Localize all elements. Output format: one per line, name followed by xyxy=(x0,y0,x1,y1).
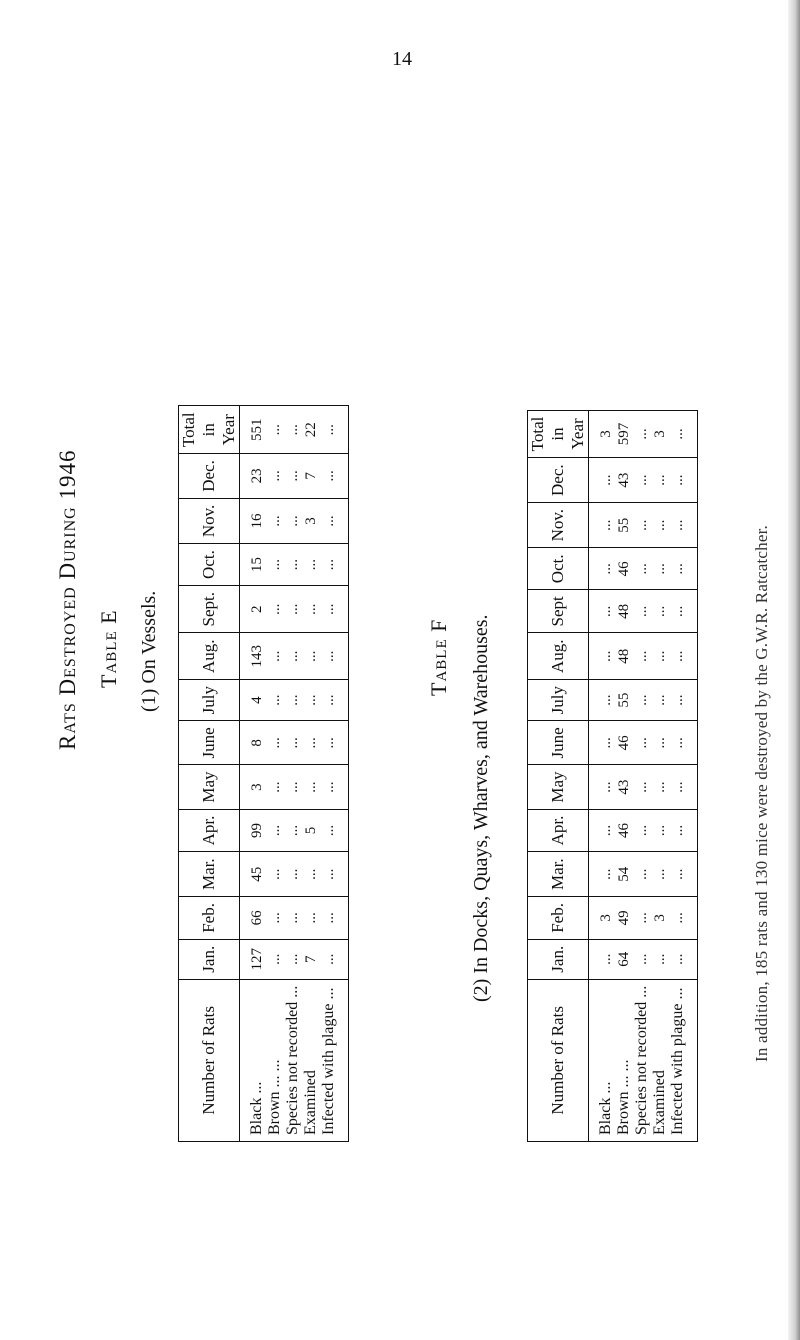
column-header: July xyxy=(179,679,240,720)
table-cell: ... xyxy=(633,458,651,503)
table-cell: 48 xyxy=(615,633,633,680)
row-label-text: Species not recorded xyxy=(284,1001,301,1135)
row-label xyxy=(589,979,616,1141)
table-cell: ... xyxy=(633,633,651,680)
table-cell: ... xyxy=(589,765,616,809)
table-cell: ... xyxy=(669,679,697,720)
table-cell: ... xyxy=(284,406,302,454)
row-label-text: Infected with plague xyxy=(669,1003,686,1135)
table-cell: ... xyxy=(633,410,651,458)
row-label xyxy=(320,979,348,1141)
column-header: Total in Year xyxy=(179,406,240,454)
table-cell: ... xyxy=(320,406,348,454)
table-cell: ... xyxy=(266,585,284,632)
row-label xyxy=(302,979,320,1141)
column-header: Feb. xyxy=(528,897,589,940)
column-header: Jan. xyxy=(528,939,589,979)
table-cell: ... xyxy=(320,939,348,979)
table-cell: 48 xyxy=(615,590,633,633)
table-cell: 54 xyxy=(615,852,633,897)
table-f-subtitle-block xyxy=(470,614,493,1002)
title-block xyxy=(55,450,81,750)
table-row xyxy=(615,410,633,1141)
table-cell: 597 xyxy=(615,410,633,458)
table-cell: ... xyxy=(633,852,651,897)
table-f-label: Table F xyxy=(426,618,451,696)
table-cell: ... xyxy=(284,544,302,586)
table-cell: ... xyxy=(669,897,697,940)
table-cell: ... xyxy=(266,406,284,454)
footnote-block xyxy=(752,525,772,1062)
table-cell: 23 xyxy=(240,454,267,499)
column-header: Aug. xyxy=(179,633,240,680)
table-cell: ... xyxy=(651,765,669,809)
table-cell: ... xyxy=(633,679,651,720)
column-header: Sept xyxy=(528,590,589,633)
table-cell: 7 xyxy=(302,454,320,499)
row-label xyxy=(284,979,302,1141)
row-label xyxy=(633,979,651,1141)
table-cell: ... xyxy=(320,897,348,940)
table-cell: ... xyxy=(589,721,616,765)
table-cell: 127 xyxy=(240,939,267,979)
table-cell: ... xyxy=(633,939,651,979)
table-row xyxy=(651,410,669,1141)
table-cell: ... xyxy=(589,590,616,633)
table-cell: ... xyxy=(320,765,348,809)
table-e-label-block xyxy=(96,609,122,688)
table-f-subtitle: (2) In Docks, Quays, Wharves, and Warehouses. xyxy=(470,614,492,1002)
table-cell: ... xyxy=(633,548,651,590)
table-cell: ... xyxy=(589,679,616,720)
row-label-text: Black xyxy=(248,1097,265,1135)
table-cell: ... xyxy=(284,897,302,940)
table-cell: ... xyxy=(669,939,697,979)
table-cell: ... xyxy=(302,544,320,586)
table-cell: 3 xyxy=(302,498,320,543)
table-cell: 99 xyxy=(240,809,267,852)
table-cell: ... xyxy=(320,544,348,586)
table-cell: ... xyxy=(633,765,651,809)
row-label xyxy=(669,979,697,1141)
row-label-text: Examined xyxy=(302,1070,319,1135)
table-cell: 64 xyxy=(615,939,633,979)
table-cell: 3 xyxy=(651,897,669,940)
table-cell: ... xyxy=(320,585,348,632)
table-cell: ... xyxy=(302,633,320,680)
column-header: Dec. xyxy=(528,458,589,503)
column-header: Dec. xyxy=(179,454,240,499)
column-header: Apr. xyxy=(528,809,589,852)
table-cell: ... xyxy=(633,809,651,852)
row-label xyxy=(266,979,284,1141)
table-cell: ... xyxy=(320,852,348,897)
table-cell: ... xyxy=(302,679,320,720)
row-label-dots: ... xyxy=(669,987,686,1000)
row-label-dots: ... xyxy=(284,985,301,998)
table-f-header-row xyxy=(528,410,589,1141)
column-header: Aug. xyxy=(528,633,589,680)
table-cell: ... xyxy=(651,852,669,897)
table-cell: 55 xyxy=(615,502,633,547)
table-cell: 5 xyxy=(302,809,320,852)
row-label-text: Species not recorded xyxy=(633,1001,650,1135)
table-cell: ... xyxy=(284,721,302,765)
table-cell: ... xyxy=(284,765,302,809)
table-cell: ... xyxy=(266,897,284,940)
table-cell: ... xyxy=(669,633,697,680)
table-cell: ... xyxy=(266,721,284,765)
table-cell: 143 xyxy=(240,633,267,680)
column-header: Mar. xyxy=(179,852,240,897)
table-cell: 43 xyxy=(615,765,633,809)
table-cell: 45 xyxy=(240,852,267,897)
table-cell: ... xyxy=(651,809,669,852)
table-cell: 49 xyxy=(615,897,633,940)
table-cell: ... xyxy=(669,590,697,633)
column-header: Oct. xyxy=(179,544,240,586)
table-cell: 43 xyxy=(615,458,633,503)
table-cell: ... xyxy=(589,852,616,897)
column-header: May xyxy=(179,765,240,809)
table-cell: ... xyxy=(266,765,284,809)
table-cell: ... xyxy=(651,633,669,680)
table-cell: ... xyxy=(284,852,302,897)
row-label-text: Infected with plague xyxy=(320,1003,337,1135)
table-cell: 46 xyxy=(615,548,633,590)
table-cell: ... xyxy=(284,454,302,499)
table-cell: ... xyxy=(284,585,302,632)
row-label xyxy=(615,979,633,1141)
table-cell: ... xyxy=(589,809,616,852)
table-e xyxy=(178,405,349,1142)
page-title: Rats Destroyed During 1946 xyxy=(55,449,80,750)
column-header: Mar. xyxy=(528,852,589,897)
table-cell: ... xyxy=(669,721,697,765)
table-cell: ... xyxy=(589,633,616,680)
table-cell: 66 xyxy=(240,897,267,940)
column-header: May xyxy=(528,765,589,809)
column-header: Number of Rats xyxy=(179,979,240,1141)
table-e-grid xyxy=(179,405,348,1141)
row-label-text: Brown xyxy=(615,1091,632,1135)
table-cell: 2 xyxy=(240,585,267,632)
row-label xyxy=(240,979,267,1141)
table-cell: 7 xyxy=(302,939,320,979)
table-cell: ... xyxy=(284,939,302,979)
table-cell: 16 xyxy=(240,498,267,543)
table-e-subtitle: (1) On Vessels. xyxy=(138,590,160,712)
table-cell: ... xyxy=(320,454,348,499)
table-row xyxy=(589,410,616,1141)
table-cell: ... xyxy=(669,809,697,852)
page-number: 14 xyxy=(392,48,412,70)
column-header: Nov. xyxy=(179,498,240,543)
column-header: Feb. xyxy=(179,897,240,940)
table-cell: ... xyxy=(633,590,651,633)
table-cell: ... xyxy=(302,765,320,809)
table-cell: ... xyxy=(320,498,348,543)
column-header: June xyxy=(528,721,589,765)
row-label-dots: ... ... xyxy=(615,1059,632,1088)
table-cell: ... xyxy=(320,809,348,852)
table-cell: ... xyxy=(266,498,284,543)
row-label-dots: ... xyxy=(320,987,337,1000)
table-row xyxy=(284,406,302,1141)
table-cell: ... xyxy=(651,502,669,547)
table-cell: ... xyxy=(589,458,616,503)
column-header: Sept. xyxy=(179,585,240,632)
table-cell: 551 xyxy=(240,406,267,454)
table-cell: ... xyxy=(633,721,651,765)
table-cell: 46 xyxy=(615,721,633,765)
table-row xyxy=(320,406,348,1141)
table-cell: ... xyxy=(669,410,697,458)
table-cell: ... xyxy=(266,544,284,586)
table-cell: 15 xyxy=(240,544,267,586)
table-row xyxy=(266,406,284,1141)
table-cell: ... xyxy=(320,633,348,680)
page-edge-shadow xyxy=(788,0,800,1340)
table-cell: ... xyxy=(284,633,302,680)
column-header: Apr. xyxy=(179,809,240,852)
table-cell: 46 xyxy=(615,809,633,852)
table-f xyxy=(527,410,698,1142)
table-cell: 3 xyxy=(651,410,669,458)
table-cell: ... xyxy=(651,721,669,765)
table-cell: ... xyxy=(669,548,697,590)
table-cell: ... xyxy=(320,679,348,720)
row-label-dots: ... ... xyxy=(266,1059,283,1088)
table-row xyxy=(669,410,697,1141)
table-cell: ... xyxy=(284,498,302,543)
column-header: Total in Year xyxy=(528,410,589,458)
table-cell: ... xyxy=(651,679,669,720)
table-row xyxy=(240,406,267,1141)
table-row xyxy=(302,406,320,1141)
table-cell: ... xyxy=(589,548,616,590)
table-cell: ... xyxy=(284,809,302,852)
table-cell: 22 xyxy=(302,406,320,454)
table-cell: ... xyxy=(266,809,284,852)
row-label-text: Examined xyxy=(651,1070,668,1135)
table-cell: ... xyxy=(266,454,284,499)
table-cell: ... xyxy=(633,502,651,547)
table-cell: ... xyxy=(284,679,302,720)
table-cell: 3 xyxy=(589,897,616,940)
column-header: June xyxy=(179,721,240,765)
column-header: Number of Rats xyxy=(528,979,589,1141)
table-cell: ... xyxy=(669,852,697,897)
table-cell: ... xyxy=(266,939,284,979)
table-cell: ... xyxy=(651,939,669,979)
table-cell: ... xyxy=(589,502,616,547)
table-e-label: Table E xyxy=(96,609,121,688)
table-f-label-block xyxy=(426,619,452,696)
table-cell: ... xyxy=(266,633,284,680)
table-cell: ... xyxy=(320,721,348,765)
table-cell: ... xyxy=(651,548,669,590)
table-cell: ... xyxy=(633,897,651,940)
column-header: Nov. xyxy=(528,502,589,547)
table-cell: ... xyxy=(302,897,320,940)
table-cell: ... xyxy=(302,852,320,897)
column-header: Oct. xyxy=(528,548,589,590)
table-cell: ... xyxy=(266,852,284,897)
table-cell: ... xyxy=(669,765,697,809)
table-cell: ... xyxy=(266,679,284,720)
table-cell: 55 xyxy=(615,679,633,720)
column-header: July xyxy=(528,679,589,720)
table-f-grid xyxy=(528,410,697,1141)
row-label-dots: ... xyxy=(597,1081,614,1094)
row-label-dots: ... xyxy=(633,985,650,998)
table-cell: ... xyxy=(302,585,320,632)
table-cell: 3 xyxy=(240,765,267,809)
footnote: In addition, 185 rats and 130 mice were destroyed by the G.W.R. Ratcatcher. xyxy=(752,525,771,1062)
table-e-header-row xyxy=(179,406,240,1141)
table-row xyxy=(633,410,651,1141)
column-header: Jan. xyxy=(179,939,240,979)
table-cell: ... xyxy=(589,939,616,979)
table-cell: 3 xyxy=(589,410,616,458)
row-label-text: Brown xyxy=(266,1091,283,1135)
row-label-text: Black xyxy=(597,1097,614,1135)
table-cell: 8 xyxy=(240,721,267,765)
row-label xyxy=(651,979,669,1141)
table-e-subtitle-block xyxy=(138,591,161,712)
row-label-dots: ... xyxy=(248,1081,265,1094)
table-cell: ... xyxy=(651,590,669,633)
table-cell: ... xyxy=(302,721,320,765)
table-cell: 4 xyxy=(240,679,267,720)
table-cell: ... xyxy=(651,458,669,503)
table-cell: ... xyxy=(669,458,697,503)
table-cell: ... xyxy=(669,502,697,547)
